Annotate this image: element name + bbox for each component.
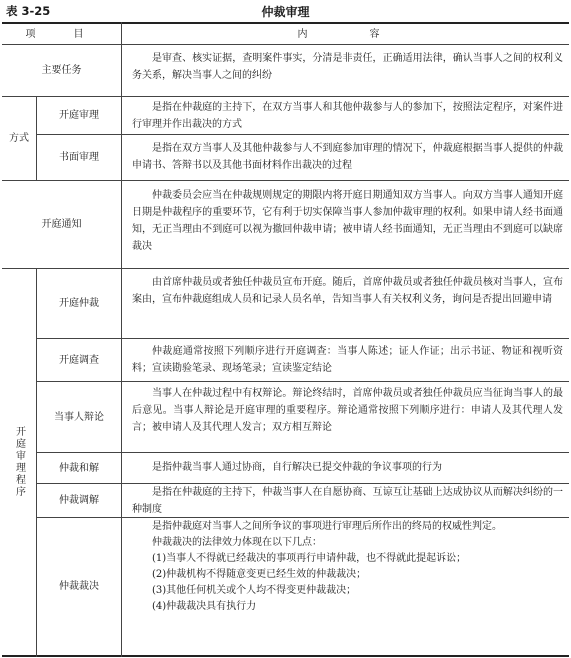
main-task-content: 是审查、核实证据，查明案件事实，分清是非责任，正确适用法律，确认当事人之间的权利义务关系，解决当事人之间的纠纷 — [132, 53, 563, 81]
header-content: 内 容 — [297, 28, 394, 40]
written-trial-label: 书面审理 — [59, 152, 99, 163]
award-effect-item: (1)当事人不得就已经裁决的事项再行申请仲裁，也不得就此提起诉讼； — [152, 553, 467, 564]
procedure-label: 开庭审理程序 — [13, 426, 25, 498]
award-effect-intro: 仲裁裁决的法律效力体现在以下几点： — [152, 537, 322, 548]
written-trial-content: 是指在双方当事人及其他仲裁参与人不到庭参加审理的情况下，仲裁庭根据当事人提供的仲裁申请书、答辩书以及其他书面材料作出裁决的过程 — [132, 143, 563, 171]
step-label: 当事人辩论 — [54, 411, 104, 423]
award-effect-item: (3)其他任何机关或个人均不得变更仲裁裁决； — [152, 585, 357, 596]
step-label: 开庭仲裁 — [59, 298, 99, 309]
table-caption — [0, 0, 571, 22]
step-content: 由首席仲裁员或者独任仲裁员宣布开庭。随后，首席仲裁员或者独任仲裁员核对当事人，宣布案由，宣布仲裁庭组成人员和记录人员名单，告知当事人有关权利义务，询问是否提出回避申请 — [132, 277, 563, 305]
step-label: 仲裁调解 — [59, 495, 99, 506]
method-label: 方式 — [9, 133, 29, 144]
step-content: 当事人在仲裁过程中有权辩论。辩论终结时，首席仲裁员或者独任仲裁员应当征询当事人的最后意见。当事人辩论是开庭审理的重要程序。辩论通常按照下列顺序进行：申请人及其代理人发言；被申请人及其代理人发言；双方相互辩论 — [132, 388, 563, 433]
table-number: 表 3-25 — [6, 4, 51, 18]
main-task-label: 主要任务 — [41, 65, 82, 76]
step-label: 仲裁裁决 — [59, 581, 99, 592]
step-content: 仲裁庭通常按照下列顺序进行开庭调查：当事人陈述；证人作证；出示书证、物证和视听资料；宣读勘验笔录、现场笔录；宣读鉴定结论 — [132, 346, 563, 374]
award-effect-item: (4)仲裁裁决具有执行力 — [152, 601, 257, 612]
notice-label: 开庭通知 — [41, 219, 82, 230]
notice-content: 仲裁委员会应当在仲裁规则规定的期限内将开庭日期通知双方当事人。向双方当事人通知开庭日期是仲裁程序的重要环节，它有利于切实保障当事人参加仲裁审理的权利。如果申请人经书面通知，无正当理由不到庭可以视为撤回仲裁申请；被申请人经书面通知，无正当理由不到庭可以缺席裁决 — [132, 190, 563, 252]
header-item: 项 目 — [25, 28, 98, 40]
table-title: 仲裁审理 — [261, 5, 310, 19]
open-trial-content: 是指在仲裁庭的主持下，在双方当事人和其他仲裁参与人的参加下，按照法定程序，对案件进行审理并作出裁决的方式 — [132, 102, 563, 130]
step-content: 是指仲裁当事人通过协商，自行解决已提交仲裁的争议事项的行为 — [152, 462, 442, 473]
step-label: 仲裁和解 — [59, 462, 99, 474]
step-label: 开庭调查 — [59, 354, 99, 366]
step-content: 是指仲裁庭对当事人之间所争议的事项进行审理后所作出的终局的权威性判定。 仲裁裁决的法律效力体现在以下几点： (1)当事人不得就已经裁决的事项再行申请仲裁，也不得就此提起诉讼； (2)仲裁机构不得随意变更已经生效的仲裁裁决； (3)其他任何机关或个人均不得变更仲裁裁决； (4)仲裁裁决具有执行力 — [122, 519, 569, 615]
award-effect-item: (2)仲裁机构不得随意变更已经生效的仲裁裁决； — [152, 569, 367, 580]
open-trial-label: 开庭审理 — [59, 110, 99, 121]
step-content: 是指在仲裁庭的主持下，仲裁当事人在自愿协商、互谅互让基础上达成协议从而解决纠纷的一种制度 — [132, 487, 563, 515]
table-bottom-rule — [2, 655, 569, 657]
